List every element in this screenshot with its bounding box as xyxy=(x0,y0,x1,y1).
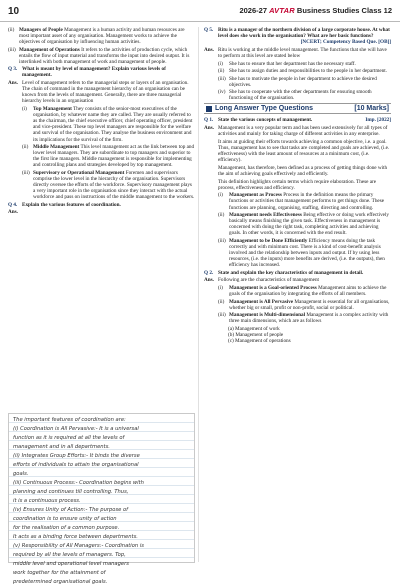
answer-4-label xyxy=(8,209,195,215)
question-text: State and explain the key characteristics of management in detail. xyxy=(218,269,364,276)
handwritten-line: management and in all departments. xyxy=(13,444,110,450)
sub-point: (c) Management of operations xyxy=(228,337,291,344)
section-heading xyxy=(204,103,391,114)
handwritten-line: predetermined organisational goals. xyxy=(13,579,108,585)
handwritten-answer xyxy=(8,413,195,585)
item-text: Management aims to achieve the goals of the organisation by integrating the efforts of all members. xyxy=(229,285,387,298)
q2-points xyxy=(218,285,391,324)
item-body xyxy=(229,285,391,297)
question-5 xyxy=(204,27,391,45)
item-body xyxy=(33,170,195,200)
section-title: Long Answer Type Questions xyxy=(215,105,314,113)
section-icon xyxy=(206,106,212,112)
list-item xyxy=(218,285,391,297)
question-number: Q 1. xyxy=(204,117,214,124)
list-item xyxy=(22,144,195,168)
question-number: Q 4. xyxy=(8,201,18,208)
item-body xyxy=(33,144,195,168)
item-number: (i) xyxy=(218,60,223,67)
handwritten-line: The important features of coordination are: xyxy=(13,417,126,423)
item-number: (ii) xyxy=(22,144,29,151)
item-body xyxy=(19,27,195,45)
item-title: Middle Management xyxy=(33,144,80,151)
question-body xyxy=(218,27,391,45)
long-question-2 xyxy=(204,270,391,276)
page-header xyxy=(0,0,400,22)
handwritten-line: planning and continues till controlling. Thus, xyxy=(13,489,129,495)
page-number: 10 xyxy=(8,6,20,17)
item-title: Management is a Goal-oriented Process xyxy=(229,285,317,292)
item-body xyxy=(229,299,391,311)
item-text: Process in the definition means the primary functions or activities that management performs to get things done. These functions are planning, organising, staffing, directing and controlling. xyxy=(229,192,385,211)
long-answer-2 xyxy=(204,277,391,283)
item-title: Top Management xyxy=(33,106,72,113)
list-item xyxy=(8,27,195,45)
list-item xyxy=(218,76,391,88)
list-item xyxy=(218,212,391,236)
item-number: (i) xyxy=(218,285,223,292)
q2-subpoints xyxy=(228,326,391,344)
item-body xyxy=(229,68,387,74)
item-number: (iii) xyxy=(218,312,226,319)
item-number: (iv) xyxy=(218,89,226,96)
long-question-1 xyxy=(204,117,391,123)
list-item xyxy=(218,238,391,268)
section-title-wrap xyxy=(206,105,313,112)
item-number: (ii) xyxy=(8,27,15,33)
item-text: They consists of the senior-most executives of the organisation, by whatever name they are called. They are usually referred to as the chairman, the chief executive officer, chief operating officer, president and vice-president. These top level managers are responsible for the welfare and survival of the organisation. They analyse the business environment and its implications for the survival of the firm. xyxy=(33,106,193,143)
handwritten-line: (iv) Ensures Unity of Action:- The purpose of xyxy=(13,507,128,513)
question-text: State the various concepts of management. xyxy=(218,117,313,124)
item-body xyxy=(229,61,356,67)
question-3 xyxy=(8,66,195,78)
list-item xyxy=(218,61,391,67)
answer-label: Ans. xyxy=(204,125,214,132)
item-title: Management is Multi-dimensional xyxy=(229,312,306,319)
item-body xyxy=(229,89,391,101)
answer-paragraph: Management is a very popular term and has been used extensively for all types of activities and mainly for taking charge of different activities in any enterprise. xyxy=(218,125,388,138)
list-item xyxy=(218,192,391,210)
answer-5 xyxy=(204,47,391,59)
item-text: She has to ensure that her department has the necessary staff. xyxy=(229,60,356,67)
question-number: Q 2. xyxy=(204,269,214,276)
item-text: Management is essential for all organisations, whether big or small, profit or non-profit, social or political. xyxy=(229,298,390,311)
item-title: Supervisory or Operational Management xyxy=(33,169,125,176)
list-item xyxy=(218,68,391,74)
handwritten-line: middle level and operational level managers xyxy=(13,561,129,567)
item-number: (ii) xyxy=(218,68,225,75)
sub-point: (b) Management of people xyxy=(228,331,284,338)
column-divider xyxy=(198,27,199,562)
answer-text: Level of management refers to the managerial steps or layers of an organisation. The chain of command in the management hierarchy of an organisation can be known from the levels of management. Generally, there are three managerial hierarchy levels in an organisation xyxy=(22,80,189,105)
section-marks: [10 Marks] xyxy=(354,105,389,113)
item-number: (iii) xyxy=(218,75,226,82)
answer-paragraph: It aims at guiding their efforts towards achieving a common objective, i.e. a goal. Thus, management has to see that tasks are completed and goals are achieved, (i.e. effectiveness) with the least amount of resources at a minimum cost, (i.e. efficiency). xyxy=(218,138,390,164)
handwritten-line: required by all the levels of managers. Top, xyxy=(13,552,126,558)
item-text: It refers to the activities of production cycle, which entails the flow of input material and transforms the input into desired output. It is interlinked with both management of work and management of people. xyxy=(19,46,190,65)
item-body xyxy=(229,238,391,268)
item-number: (ii) xyxy=(218,212,225,219)
answer-label: Ans. xyxy=(8,209,18,216)
answer-label: Ans. xyxy=(204,46,214,53)
handwritten-line: goals. xyxy=(13,471,29,477)
answer-paragraph: This definition highlights certain terms which require elaboration. These are process, effectiveness and efficiency. xyxy=(218,178,377,191)
item-number: (iii) xyxy=(8,46,16,53)
item-title: Management is All Pervasive xyxy=(229,298,294,305)
list-item xyxy=(218,89,391,101)
long-answer-1 xyxy=(204,125,391,192)
answer-paragraph: Management, has therefore, been defined as a process of getting things done with the aim of achieving goals effectively and efficiently. xyxy=(218,164,388,177)
item-body xyxy=(33,106,195,143)
handwritten-line: It acts as a binding force between departments. xyxy=(13,534,138,540)
item-text: She has to assign duties and responsibilities to the people in her department. xyxy=(229,68,388,75)
handwritten-line: (ii) Integrates Group Efforts:- It binds the diverse xyxy=(13,453,140,459)
question-number: Q 3. xyxy=(8,66,18,73)
question-text: Explain the various features of coordination. xyxy=(22,201,121,208)
handwritten-line: work together for the attainment of xyxy=(13,570,106,576)
item-title: Management as Process xyxy=(229,192,282,199)
item-number: (i) xyxy=(22,106,27,113)
item-body xyxy=(229,76,391,88)
answer-text: Ritu is working at the middle level management. The functions that she will have to perform at this level are stated below xyxy=(218,46,387,59)
item-text: She has to motivate the people in her department to achieve the desired objectives. xyxy=(229,75,377,88)
handwritten-line: (iii) Continuous Process:- Coordination begins with xyxy=(13,480,144,486)
question-4 xyxy=(8,202,195,208)
item-body xyxy=(229,192,391,210)
class-label: Class 12 xyxy=(361,6,392,15)
item-text: She has to cooperate with the other departments for ensuring smooth functioning of the organisation. xyxy=(229,89,372,102)
item-body xyxy=(19,47,195,65)
answer-text: Following are the characteristics of management xyxy=(218,277,319,284)
item-number: (iii) xyxy=(218,237,226,244)
question-number: Q 5. xyxy=(204,27,214,33)
item-title: Management to be Done Efficiently xyxy=(229,237,308,244)
q1-points xyxy=(218,192,391,268)
list-item xyxy=(218,312,391,324)
item-text: This level management act as the link between top and lower level managers. They are subordinate to top managers and superior to the first line managers. Middle management is responsible for implementing and controlling plans and strategies developed by top management. xyxy=(33,144,195,169)
question-tag: Imp. [2022] xyxy=(365,117,391,124)
item-title: Management of Operations xyxy=(19,46,80,53)
item-number: (iii) xyxy=(22,169,30,176)
item-text: Being effective or doing work effectively basically means finishing the given task. Effectiveness in management is concerned with doing the right task, completing activities and achieving goals. In other words, it is concerned with the end result. xyxy=(229,212,390,237)
answer-label: Ans. xyxy=(8,80,18,87)
answer-3 xyxy=(8,80,195,104)
list-item xyxy=(22,170,195,200)
handwritten-line: efforts of individuals to attain the organisational xyxy=(13,462,139,468)
item-text: Foremen and supervisors comprise the lower level in the hierarchy of the organisation. Supervisors directly oversee the efforts of the workforce. Supervisory management plays a very important role in the organisation since they interact with the actual workforce and pass on instructions of the middle management to the workers. xyxy=(33,169,195,201)
handwritten-line: coordination is to ensure unity of action xyxy=(13,516,117,522)
sub-point: (a) Management of work xyxy=(228,325,280,332)
answer-paragraphs xyxy=(218,125,391,192)
question-tag: [NCERT; Competency Based Que. [OB]] xyxy=(300,39,391,46)
handwritten-line: it is a continuous process. xyxy=(13,498,81,504)
item-number: (ii) xyxy=(218,298,225,305)
question-text: Ritu is a manager of the northern division of a large corporate house. At what level does she work in the organisation? What are her basic functions? xyxy=(218,27,390,40)
handwritten-line: function as it is required at all the levels of xyxy=(13,435,125,441)
item-text: Management is a human activity and human resources are most important asset of any organisation. Management works to achieve the objectives of organisation by influencing human activities. xyxy=(19,27,185,46)
item-body xyxy=(229,312,391,324)
levels-list xyxy=(22,106,195,200)
right-column xyxy=(204,27,391,344)
subject-title: Business Studies xyxy=(296,6,360,15)
header-title xyxy=(239,6,392,15)
item-text: Efficiency means doing the task correctly and with minimum cost. There is a kind of cost-benefit analysis involved and the relationship between inputs and output. If by using less resources, (i.e. the inputs) more benefits are derived, (i.e. the outputs), then efficiency has increased. xyxy=(229,237,385,269)
item-title: Managers of People xyxy=(19,27,63,33)
question-text: What is meant by level of management? Explain various levels of management. xyxy=(22,66,166,79)
handwritten-line: (v) Responsibility of All Managers:- Coordination is xyxy=(13,543,145,549)
list-item xyxy=(8,47,195,65)
item-number: (i) xyxy=(218,192,223,199)
item-title: Management needs Effectiveness xyxy=(229,212,302,219)
handwritten-line: for the realisation of a common purpose. xyxy=(13,525,120,531)
list-item xyxy=(22,106,195,143)
item-body xyxy=(229,212,391,236)
q5-points xyxy=(218,61,391,102)
series-year: 2026-27 xyxy=(239,6,267,15)
brand-logo: AVTAR xyxy=(269,6,295,15)
list-item xyxy=(218,299,391,311)
left-column xyxy=(8,27,195,215)
answer-label: Ans. xyxy=(204,277,214,284)
item-text: Management is a complex activity with three main dimensions, which are as follows xyxy=(229,312,389,325)
handwritten-line: (i) Coordination is All Pervasive:- It is a universal xyxy=(13,426,139,432)
